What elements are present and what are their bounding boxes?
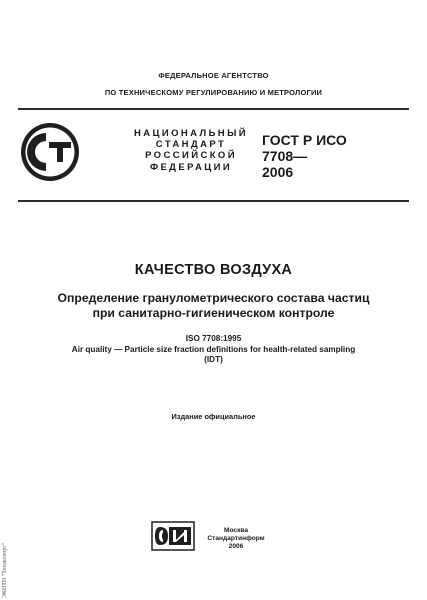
subtitle-line1: Определение гранулометрического состава частиц — [57, 291, 370, 305]
iso-english-title: Air quality — Particle size fraction definitions for health-related sampling — [71, 344, 356, 354]
publisher-name: Стандартинформ — [207, 535, 265, 543]
standard-code — [262, 132, 392, 180]
national-standard-label — [118, 128, 264, 173]
document-subtitle — [0, 291, 427, 321]
rst-emblem-icon — [19, 121, 81, 183]
iso-reference — [0, 334, 427, 366]
national-line-2: СТАНДАРТ — [155, 139, 227, 151]
agency-name-line2: ПО ТЕХНИЧЕСКОМУ РЕГУЛИРОВАНИЮ И МЕТРОЛОГИИ — [104, 88, 323, 97]
edition-label: Издание официальное — [171, 412, 256, 421]
agency-name-line1: ФЕДЕРАЛЬНОЕ АГЕНТСТВО — [158, 71, 269, 80]
national-line-1: НАЦИОНАЛЬНЫЙ — [134, 128, 248, 139]
document-title: КАЧЕСТВО ВОЗДУХА — [134, 262, 293, 278]
middle-divider — [18, 200, 409, 202]
publisher-city: Москва — [223, 527, 249, 534]
publisher-year: 2006 — [228, 543, 244, 551]
iso-number: ISO 7708:1995 — [185, 334, 242, 343]
side-stamp-text: ЭКНТП "Техэкспорт" — [2, 542, 8, 598]
national-line-3: РОССИЙСКОЙ — [145, 150, 237, 162]
top-divider — [18, 108, 409, 110]
publisher-block — [196, 527, 276, 552]
standard-code-line1: ГОСТ Р ИСО — [262, 132, 347, 148]
standard-code-line2: 7708— — [262, 148, 308, 164]
national-line-4: ФЕДЕРАЦИИ — [149, 161, 233, 173]
side-stamp — [2, 520, 12, 600]
subtitle-line2: при санитарно-гигиеническом контроле — [92, 306, 335, 320]
iso-equivalence: (IDT) — [204, 355, 223, 365]
standard-code-line3: 2006 — [262, 164, 294, 180]
standartinform-logo-icon — [151, 521, 195, 551]
